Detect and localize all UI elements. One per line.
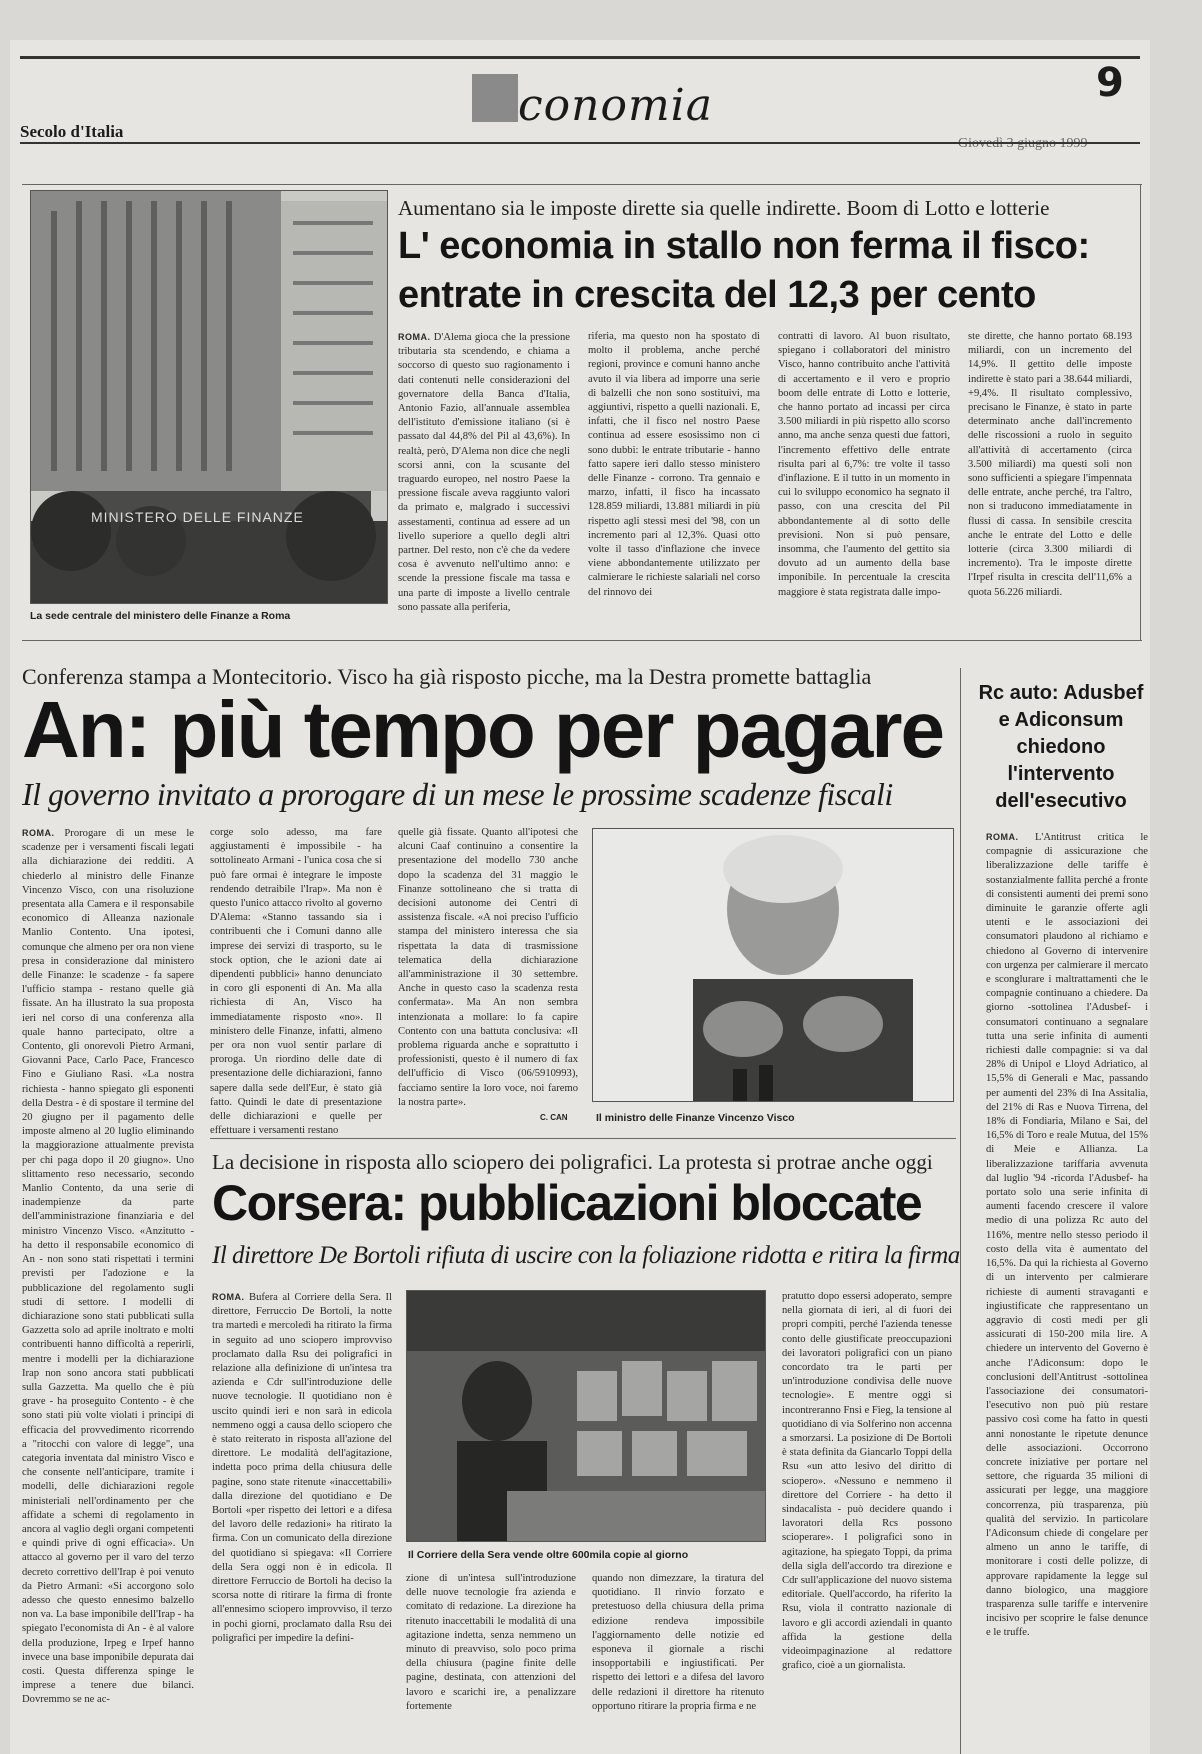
article3-column-1-text: Bufera al Corriere della Sera. Il direttore, Ferruccio De Bortoli, la notte tra martedì e mercoledì ha ritirato la firma in seguito ad uno sciopero improvviso proclamato dalla Rsu dei poligrafici in relazione alla definizione di un'intesa tra azienda e Cdr sull'introduzione delle nuove tecnologie. Il quotidiano non è uscito quindi ieri e non sarà in edicola nemmeno oggi a causa dello sciopero che è stato reiterato in risposta all'azione del direttore. Le modalità dell'agitazione, indetta poco prima della chiusura delle pagine, sono state ritenute «inaccettabili» dalla direzione del quotidiano e De Bortoli «per rispetto dei lettori e a difesa del lavoro delle redazioni» ha ritirato la firma. Con un comunicato della direzione del quotidiano si spiegava: «Il Corriere della Sera oggi non è in edicola. Il direttore Ferruccio de Bortoli ha deciso la scorsa notte di ritirare la firma di fronte all'ennesimo sciopero improvviso, il terzo in pochi giorni, proclamato dalla Rsu dei poligrafici per impedire la defini- xyxy=(212,1292,392,1644)
ministry-sign: MINISTERO DELLE FINANZE xyxy=(91,509,304,525)
visco-photo xyxy=(592,828,954,1102)
article1-column-4: ste dirette, che hanno portato 68.193 miliardi, con un incremento del 14,9%. Il gettito delle imposte indirette è stato pari a 38.644 miliardi, +9,4%. Il risultato complessivo, precisano le Finanze, è stato in parte determinato anche dall'incremento delle riscossioni a ruolo in seguito all'attività di accertamento (circa 3.500 miliardi) ma questi soli non sono sufficienti a spiegare l'impennata delle entrate, anche perché, tra l'altro, non si traducono immediatamente in flussi di cassa. In sensibile crescita anche le entrate del Lotto e delle lotterie (circa 3.300 miliardi di incremento). Tra le imposte dirette l'Irpef risulta in crescita dell'11,6% a quota 56.226 miliardi. xyxy=(968,331,1132,598)
article1-title-line1: L' economia in stallo non ferma il fisco: xyxy=(398,225,1090,267)
visco-photo-credit: C. CAN xyxy=(540,1113,568,1122)
article2-subtitle: Il governo invitato a prorogare di un mese le prossime scadenze fiscali xyxy=(22,776,893,812)
sidebar-title-line2: e Adiconsum xyxy=(998,709,1124,731)
ministry-building-image xyxy=(31,191,387,603)
article1-frame-top xyxy=(22,184,1142,185)
sidebar-dateline: ROMA. xyxy=(986,832,1019,842)
sidebar-title-line3: chiedono xyxy=(1016,736,1106,758)
article2-column-1-text: Prorogare di un mese le scadenze per i versamenti fiscali legati alla dichiarazione dei redditi. A chiederlo al ministro delle Finanze Vincenzo Visco, con una risoluzione presentata alla Camera e il responsabile economico di Alleanza nazionale Manlio Contento. Una ipotesi, comunque che almeno per ora non viene presa in considerazione dal ministero delle Finanze: le scadenze - fa sapere l'ufficio stampa - restano quelle già fissate. An ha illustrato la sua proposta ieri nel corso di una conferenza alla quale hanno partecipato, oltre a Contento, gli onorevoli Pietro Armani, Giovanni Pace, Carlo Pace, Francesco Fino e Giuliano Rasi. «La nostra richiesta - hanno spiegato gli esponenti della Destra - è di spostare il termine del 20 giugno per il pagamento delle imposte almeno al 20 luglio eliminando la maggiorazione attualmente prevista per chi paga dopo il 20 giugno». Uno slittamento reso necessario, secondo Manlio Contento, da una serie di inadempienze da parte dell'amministrazione finanziaria e del ministro Vincenzo Visco. «Anzitutto - ha detto il responsabile economico di An - non sono stati rispettati i termini previsti per l'adozione e la pubblicazione del regolamento sugli studi di settore. I modelli di dichiarazione sono stati pubblicati sulla Gazzetta solo ad aprile inoltrato e molti contribuenti hanno difficoltà a reperirli, mentre i modelli per la dichiarazione Irap non sono ancora stati pubblicati sulla Gazzetta. Ma quello che è più grave - ha proseguito Contento - è che sono stati più volte violati i principi di efficacia del provvedimento ricorrendo a "ritocchi con valore di legge", una categoria inventata dal ministro Visco e che consente nell'anticipare, tramite i modelli, delle dichiarazioni regole ministeriali nell'ordinamento per che affidate a schemi di regolamento in ancora al vaglio degli organi competenti e quindi prive di ogni efficacia». Un attacco al governo per il varo del terzo decreto correttivo dell'Irap è poi venuto da Pietro Armani: «Si accorgono solo adesso che questo ennesimo balzello non va. La base imponibile dell'Irap - ha spiegato l'economista di An - è al valore della produzione, Irpeg e Irpef hanno invece una base imponibile depurata dai costi. Questa differenza spinge le imprese a tenere due bilanci. Dovremmo se ne ac- xyxy=(22,828,194,1706)
sidebar-body-text: L'Antitrust critica le compagnie di assicurazione che liberalizzazione delle tariffe è sostanzialmente fallita perché a fronte di consistenti aumenti dei premi sono diminuite le garanzie offerte agli utenti e le associazioni dei consumatori plaudono al richiamo e chiedono al Governo di intervenire con urgenza per calmierare il mercato e sconglurare i maltrattamenti che le compagnie continuano a chiedere. Da giorno -sottolinea l'Adusbef- i consumatori continuano a segnalare tutta una serie infinita di aumenti richiesti dalle compagnie: si va dal 28% di Unipol e Lloyd Adriatico, al 15,5% di Generali e Mac, passando per aumenti del 23% di Ina Assitalia, del 21% di Ras e Nuova Tirrena, del 18% di Fondiaria, Milano e Sai, del 16,5% di Toro e reale Mutua, del 15% di Meie e Allianza. La liberalizzazione tariffaria avvenuta dal luglio '94 -ricorda l'Adusbef- ha portato solo una serie infinita di aumenti facendo crescere il valore medio di una polizza Rc auto del 116%, mentre nello stesso periodo il costo della vita è aumentato del 16,5%. Da qui la richiesta al Governo di un intervento per calmierare richieste di aumenti stravaganti e ingiustificate che rappresentano un aggravio di costi medi per gli assicurati di 150-200 mila lire. A chiedere un intervento del Governo è anche l'Adiconsum: dopo le conclusioni dell'Antitrust -sottolinea l'associazione dei consumatori- l'esecutivo non può più restare passivo così come ha fatto in questi anni nonostante le ripetute denunce delle associazioni. Occorrono concrete iniziative per portare nel settore, che riguarda 35 milioni di assicurati per legge, una maggiore concorrenza, più trasparenza, più qualità del servizio. In particolare l'Adiconsum chiede di congelare per almeno un anno le tariffe, di monitorare i costi delle polizze, di approvare rapidamente la legge sul danno biologico, una maggiore trasparenza sulle tariffe e intervenire incisivo per scoprire le false denunce e le truffe. xyxy=(986,832,1148,1639)
page-number: 9 xyxy=(1096,60,1124,106)
newsstand-image xyxy=(407,1291,765,1541)
sidebar-title xyxy=(968,680,1154,815)
section-title: conomia xyxy=(518,80,713,131)
article3-column-3: pratutto dopo essersi adoperato, sempre nella giornata di ieri, al di fuori dei propri compiti, perché l'azienda tenesse conto delle giustificate preoccupazioni dei lavoratori poligrafici con un piano concordato tra le parti per un'introduzione condivisa delle nuove tecnologie». E mentre oggi si incontreranno Fnsi e Fieg, la tensione al quotidiano di via Solferino non accenna a smorzarsi. La posizione di De Bortoli è stata definita da Giancarlo Toppi della Rsu «un atto lesivo del diritto di sciopero». «Nessuno e nemmeno il direttore del Corriere - ha detto il sindacalista - può decidere quando i lavoratori della Rcs possono scioperare». I poligrafici sono in agitazione, ha spiegato Toppi, da prima della sigla dell'accordo tra direzione e Cdr sull'applicazione del nuovo sistema editoriale. Quell'accordo, ha riferito la Rsu, viola il contratto nazionale di lavoro e gli accordi aziendali in quanto affida la gestione della videoimpaginazione al redattore grafico, cioè a un giornalista. xyxy=(782,1291,952,1672)
article1-frame-bottom xyxy=(22,640,1142,641)
masthead-rule xyxy=(20,142,1140,144)
newsstand-photo-caption: Il Corriere della Sera vende oltre 600mila copie al giorno xyxy=(408,1549,689,1561)
article3-frame-top xyxy=(210,1138,956,1139)
article3-kicker: La decisione in risposta allo sciopero dei poligrafici. La protesta si protrae anche oggi xyxy=(212,1150,933,1174)
newsstand-photo xyxy=(406,1290,766,1542)
paper-name: Secolo d'Italia xyxy=(20,122,124,141)
visco-photo-caption: Il ministro delle Finanze Vincenzo Visco xyxy=(596,1112,795,1124)
issue-date xyxy=(958,136,1088,152)
article3-column-1 xyxy=(212,1290,392,1750)
article1-kicker: Aumentano sia le imposte dirette sia quelle indirette. Boom di Lotto e lotterie xyxy=(398,196,1050,220)
article3-title: Corsera: pubblicazioni bloccate xyxy=(212,1175,922,1231)
section-initial-block xyxy=(472,74,518,122)
article1-frame-right xyxy=(1140,184,1141,641)
article3-subtitle: Il direttore De Bortoli rifiuta di uscire con la foliazione ridotta e ritira la firma xyxy=(212,1242,960,1269)
visco-portrait-image xyxy=(593,829,953,1101)
article3-column-2a: zione di un'intesa sull'introduzione delle nuove tecnologie fra azienda e comitato di redazione. La direzione ha ritenuto inaccettabili le modalità di una agitazione indetta, senza nemmeno un minuto di preavviso, solo poco prima della chiusura (pagine finite delle pagine, destinata, con attenzioni del lavoro e scarichi ire, a penalizzare fortemente xyxy=(406,1573,576,1712)
sidebar-title-line4: l'intervento xyxy=(1007,763,1115,785)
article2-title: An: più tempo per pagare xyxy=(22,685,943,774)
article1-title-line2: entrate in crescita del 12,3 per cento xyxy=(398,274,1036,316)
sidebar-title-line5: dell'esecutivo xyxy=(995,790,1127,812)
sidebar-divider xyxy=(960,668,961,1754)
article1-column-2: riferia, ma questo non ha spostato di molto il problema, anche perché regioni, province e comuni hanno anche avuto il via libera ad imporre una serie di balzelli che non sono sostituivi, ma aggiuntivi, rispetto a quelli nazionali. E, infatti, che il fisco nel nostro Paese continua ad essere esosissimo non ci sono dubbi: le entrate tributarie - hanno fatto sapere ieri dallo stesso ministero delle Finanze - corrono. Tra gennaio e marzo, infatti, il fisco ha incassato 128.859 miliardi, 13.881 miliardi in più rispetto agli stessi mesi del '98, con un incremento pari al 12,3%. Quasi otto volte il tasso d'inflazione che invece viene abbondantemente utilizzato per calmierare le richieste salariali nel corso del rinnovo dei xyxy=(588,331,760,598)
ministry-photo xyxy=(30,190,388,604)
sidebar-body xyxy=(986,830,1148,1750)
article3-dateline: ROMA. xyxy=(212,1292,245,1302)
article2-kicker: Conferenza stampa a Montecitorio. Visco ha già risposto picche, ma la Destra promette battaglia xyxy=(22,664,872,689)
article3-column-2b: quando non dimezzare, la tiratura del quotidiano. Il rinvio forzato e pretestuoso della chiusura della prima edizione rendeva impossibile l'aggiornamento delle notizie ed esponeva il giornale a rischi insopportabili e ingiustificati. Per rispetto dei lettori e a difesa del lavoro delle redazioni il direttore ha ritenuto opportuno ritirare la propria firma e ne xyxy=(592,1573,764,1712)
article2-column-3: quelle già fissate. Quanto all'ipotesi che alcuni Caaf continuino a consentire la presentazione del modello 730 anche dopo la scadenza del 31 maggio le Finanze sottolineano che si tratta di decisioni autonome dei Centri di assistenza fiscale. «A noi preciso l'ufficio stampa del ministero interessa che sia rispettata la data di trasmissione telematica della dichiarazione all'amministrazione il 30 settembre. Anche in questo caso la scadenza resta confermata». Ma An non sembra intenzionata a mollare: lo fa capire Contento con una battuta conclusiva: «Il problema riguarda anche e soprattutto i professionisti, questo è il numero di fax dell'ufficio di Visco (06/5910993), facciamo sentire la loro voce, noi faremo la nostra parte». xyxy=(398,827,578,1108)
article1-column-1 xyxy=(398,330,570,626)
article2-column-2: corge solo adesso, ma fare aggiustamenti è impossibile - ha sottolineato Armani - l'unica cosa che si può fare ormai è integrare le imposte rendendo detraibile l'Irap». Ma non è questo l'unico attacco rivolto al governo D'Alema: «Stanno tassando sia i contribuenti che i Comuni danno alle imprese dei servizi di trasporto, su le stock option, che le azioni date ai dipendenti pubblici» hanno denunciato in coro gli esponenti di An. Ma alla richiesta di An, Visco ha immediatamente risposto «no». Il ministero delle Finanze, infatti, almeno per ora non vuol sentir parlare di proroga. Un riordino delle date di presentazione delle dichiarazioni, fanno sapere dalla sede dell'Eur, è stato già fatto. Quindi le date di presentazione delle dichiarazioni e quelle per effettuare i versamenti restano xyxy=(210,827,382,1137)
article1-photo-caption: La sede centrale del ministero delle Finanze a Roma xyxy=(30,610,291,622)
top-rule xyxy=(20,56,1140,59)
article2-column-1 xyxy=(22,826,194,1750)
sidebar-title-line1: Rc auto: Adusbef xyxy=(978,682,1144,704)
article2-dateline: ROMA. xyxy=(22,828,55,838)
article1-dateline: ROMA. xyxy=(398,332,431,342)
article1-column-1-text: D'Alema gioca che la pressione tributaria sta scendendo, e chiama a soccorso di questo suo ragionamento i dati contenuti nelle considerazioni del governatore della Banca d'Italia, Antonio Fazio, all'annuale assemblea dell'istituto d'emissione italiano (si è passato dal 44,8% del Pil al 43,6%). In realtà, però, D'Alema non dice che negli scorsi anni, con la scusante del traguardo europeo, nel nostro Paese la pressione fiscale aveva raggiunto valori da primato e, malgrado i successivi assestamenti, continua ad essere ad un livello superiore a quello degli altri partner. Del resto, non c'è che da vedere cosa è avvenuto nell'ultimo anno: e scende la pressione fiscale ma tassa e una parte di imposte a livello centrale sono passate alla periferia, xyxy=(398,332,570,613)
article1-column-3: contratti di lavoro. Al buon risultato, spiegano i collaboratori del ministro Visco, hanno contribuito anche l'attività di accertamento e il vero e proprio boom delle entrate di Lotto e lotterie, che hanno portato ad incassi per circa 3.500 miliardi in più rispetto allo scorso anno, ma anche senza questi due fattori, l'incremento effettivo delle entrate risulta pari al 6,7%: tre volte il tasso d'inflazione. E il tutto in un momento in cui lo sviluppo economico ha segnato il passo, con una crescita del Pil abbondantemente al di sotto delle previsioni. Non si può pensare, insomma, che l'aumento del gettito sia dovuto ad un aumento della base imponibile. In percentuale la crescita maggiore è stata registrata dalle impo- xyxy=(778,331,950,598)
